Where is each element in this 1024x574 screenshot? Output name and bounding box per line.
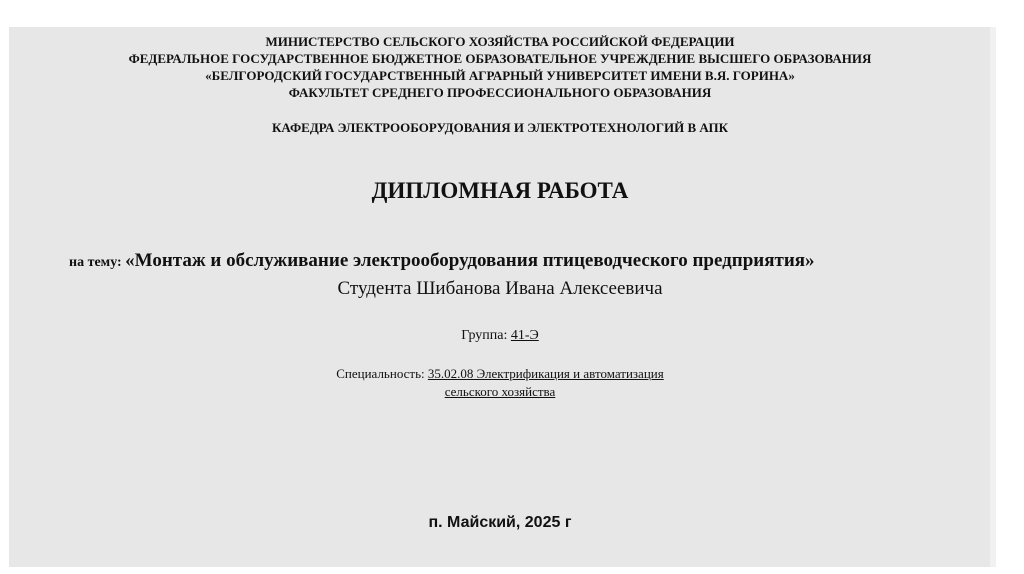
specialty-value-2: сельского хозяйства [444,384,556,399]
topic-name: «Монтаж и обслуживание электрооборудования птицеводческого предприятия» [125,250,815,271]
student-name: Студента Шибанова Ивана Алексеевича [337,278,663,299]
specialty-line [9,366,991,382]
specialty-label: Специальность: [336,366,428,381]
document-title: ДИПЛОМНАЯ РАБОТА [371,178,629,203]
specialty-line-2 [9,384,991,400]
institution-type-line: ФЕДЕРАЛЬНОЕ ГОСУДАРСТВЕННОЕ БЮДЖЕТНОЕ ОБРАЗОВАТЕЛЬНОЕ УЧРЕЖДЕНИЕ ВЫСШЕГО ОБРАЗОВАНИЯ [128,51,872,66]
faculty-line: ФАКУЛЬТЕТ СРЕДНЕГО ПРОФЕССИОНАЛЬНОГО ОБРАЗОВАНИЯ [288,85,712,100]
department-line: КАФЕДРА ЭЛЕКТРООБОРУДОВАНИЯ И ЭЛЕКТРОТЕХНОЛОГИЙ В АПК [271,120,728,135]
place-and-year: п. Майский, 2025 г [428,514,572,531]
topic-line [69,250,815,272]
group-label: Группа: [461,328,511,343]
slide-edge [990,27,996,567]
group-value: 41-Э [510,328,539,343]
university-name-line: «БЕЛГОРОДСКИЙ ГОСУДАРСТВЕННЫЙ АГРАРНЫЙ УНИВЕРСИТЕТ ИМЕНИ В.Я. ГОРИНА» [205,68,795,83]
ministry-line: МИНИСТЕРСТВО СЕЛЬСКОГО ХОЗЯЙСТВА РОССИЙСКОЙ ФЕДЕРАЦИИ [265,34,735,49]
topic-prefix: на тему: [69,255,126,270]
group-line [9,328,991,344]
specialty-value-1: 35.02.08 Электрификация и автоматизация [427,366,664,381]
title-page [9,27,991,567]
